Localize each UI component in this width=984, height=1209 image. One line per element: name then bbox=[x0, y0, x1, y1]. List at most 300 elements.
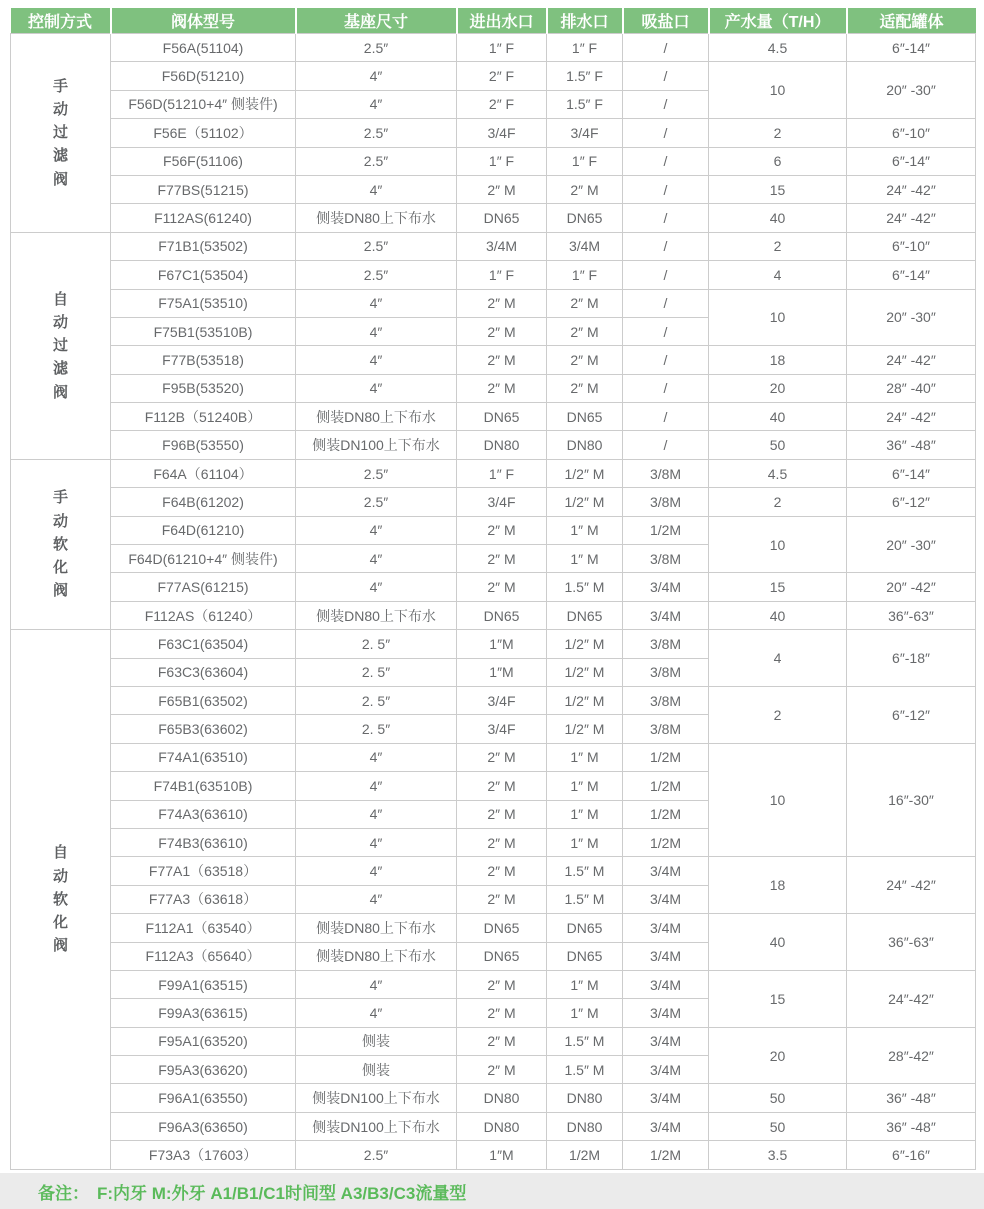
cell-base-size: 侧装DN80上下布水 bbox=[296, 914, 457, 942]
cell-brine-port: 1/2M bbox=[623, 800, 709, 828]
cell-water-output: 4 bbox=[709, 261, 847, 289]
cell-inlet-outlet: DN65 bbox=[457, 942, 547, 970]
cell-base-size: 4″ bbox=[296, 175, 457, 203]
cell-brine-port: 3/4M bbox=[623, 999, 709, 1027]
cell-drain-port: 1″ M bbox=[547, 970, 623, 998]
cell-base-size: 侧装 bbox=[296, 1056, 457, 1084]
cell-model: F74A1(63510) bbox=[111, 743, 296, 771]
cell-water-output: 40 bbox=[709, 914, 847, 971]
cell-tank-fit: 24″ -42″ bbox=[847, 175, 976, 203]
table-row bbox=[11, 573, 976, 601]
cell-inlet-outlet: 2″ M bbox=[457, 317, 547, 345]
cell-model: F74B3(63610) bbox=[111, 828, 296, 856]
cell-tank-fit: 6″-10″ bbox=[847, 119, 976, 147]
table-row bbox=[11, 119, 976, 147]
cell-model: F75A1(53510) bbox=[111, 289, 296, 317]
cell-tank-fit: 6″-14″ bbox=[847, 147, 976, 175]
group-label: 手动过滤阀 bbox=[52, 77, 68, 188]
cell-inlet-outlet: 2″ F bbox=[457, 62, 547, 90]
cell-base-size: 4″ bbox=[296, 90, 457, 118]
cell-inlet-outlet: DN65 bbox=[457, 601, 547, 629]
cell-brine-port: 1/2M bbox=[623, 828, 709, 856]
table-row bbox=[11, 261, 976, 289]
cell-brine-port: 3/8M bbox=[623, 686, 709, 714]
col-header-drain-port: 排水口 bbox=[547, 8, 623, 34]
cell-water-output: 4 bbox=[709, 630, 847, 687]
cell-model: F112B（51240B） bbox=[111, 403, 296, 431]
cell-inlet-outlet: 3/4F bbox=[457, 686, 547, 714]
table-row bbox=[11, 488, 976, 516]
cell-inlet-outlet: 2″ M bbox=[457, 772, 547, 800]
cell-base-size: 2. 5″ bbox=[296, 630, 457, 658]
cell-model: F96A3(63650) bbox=[111, 1112, 296, 1140]
cell-water-output: 10 bbox=[709, 62, 847, 119]
cell-drain-port: 1″ M bbox=[547, 999, 623, 1027]
cell-water-output: 10 bbox=[709, 516, 847, 573]
cell-model: F96B(53550) bbox=[111, 431, 296, 459]
cell-tank-fit: 28″-42″ bbox=[847, 1027, 976, 1084]
cell-model: F112A3（65640） bbox=[111, 942, 296, 970]
cell-brine-port: 1/2M bbox=[623, 516, 709, 544]
cell-drain-port: DN65 bbox=[547, 914, 623, 942]
table-row bbox=[11, 1141, 976, 1169]
cell-inlet-outlet: 1″M bbox=[457, 630, 547, 658]
table-row bbox=[11, 743, 976, 771]
cell-inlet-outlet: 2″ M bbox=[457, 828, 547, 856]
cell-model: F56A(51104) bbox=[111, 34, 296, 62]
cell-drain-port: 1″ M bbox=[547, 772, 623, 800]
cell-drain-port: 1″ M bbox=[547, 516, 623, 544]
cell-base-size: 侧装DN80上下布水 bbox=[296, 403, 457, 431]
cell-inlet-outlet: 2″ M bbox=[457, 1027, 547, 1055]
cell-water-output: 20 bbox=[709, 1027, 847, 1084]
cell-inlet-outlet: 3/4F bbox=[457, 488, 547, 516]
cell-tank-fit: 24″ -42″ bbox=[847, 204, 976, 232]
cell-drain-port: 1/2″ M bbox=[547, 459, 623, 487]
cell-base-size: 4″ bbox=[296, 62, 457, 90]
table-row bbox=[11, 970, 976, 998]
note-text: F:内牙 M:外牙 A1/B1/C1时间型 A3/B3/C3流量型 bbox=[97, 1183, 467, 1203]
col-header-inlet-outlet: 进出水口 bbox=[457, 8, 547, 34]
cell-drain-port: 1.5″ F bbox=[547, 62, 623, 90]
cell-base-size: 4″ bbox=[296, 857, 457, 885]
cell-inlet-outlet: 1″ F bbox=[457, 459, 547, 487]
cell-brine-port: 3/4M bbox=[623, 885, 709, 913]
cell-model: F64D(61210+4″ 侧装件) bbox=[111, 545, 296, 573]
cell-water-output: 10 bbox=[709, 289, 847, 346]
cell-base-size: 4″ bbox=[296, 516, 457, 544]
cell-inlet-outlet: 2″ M bbox=[457, 573, 547, 601]
cell-drain-port: 1″ M bbox=[547, 743, 623, 771]
cell-model: F63C1(63504) bbox=[111, 630, 296, 658]
cell-inlet-outlet: 2″ M bbox=[457, 800, 547, 828]
group-cell bbox=[11, 459, 111, 629]
cell-brine-port: 1/2M bbox=[623, 1141, 709, 1169]
cell-tank-fit: 20″ -30″ bbox=[847, 516, 976, 573]
col-header-valve-model: 阀体型号 bbox=[111, 8, 296, 34]
cell-tank-fit: 6″-14″ bbox=[847, 34, 976, 62]
cell-drain-port: 1″ M bbox=[547, 828, 623, 856]
cell-base-size: 2.5″ bbox=[296, 34, 457, 62]
cell-model: F77BS(51215) bbox=[111, 175, 296, 203]
cell-brine-port: 3/8M bbox=[623, 459, 709, 487]
cell-brine-port: 3/4M bbox=[623, 914, 709, 942]
cell-drain-port: DN80 bbox=[547, 1084, 623, 1112]
cell-inlet-outlet: 2″ M bbox=[457, 516, 547, 544]
cell-drain-port: 1.5″ M bbox=[547, 885, 623, 913]
cell-model: F95A1(63520) bbox=[111, 1027, 296, 1055]
cell-water-output: 2 bbox=[709, 232, 847, 260]
cell-inlet-outlet: 2″ M bbox=[457, 175, 547, 203]
cell-base-size: 4″ bbox=[296, 289, 457, 317]
cell-brine-port: 3/4M bbox=[623, 1056, 709, 1084]
table-row bbox=[11, 147, 976, 175]
cell-base-size: 侧装DN100上下布水 bbox=[296, 431, 457, 459]
cell-brine-port: 3/4M bbox=[623, 1027, 709, 1055]
table-row bbox=[11, 232, 976, 260]
cell-inlet-outlet: DN80 bbox=[457, 1084, 547, 1112]
col-header-base-size: 基座尺寸 bbox=[296, 8, 457, 34]
cell-brine-port: 3/8M bbox=[623, 658, 709, 686]
cell-brine-port: / bbox=[623, 403, 709, 431]
cell-model: F77A3（63618） bbox=[111, 885, 296, 913]
cell-brine-port: 3/8M bbox=[623, 715, 709, 743]
cell-drain-port: 2″ M bbox=[547, 346, 623, 374]
table-row bbox=[11, 1112, 976, 1140]
table-row bbox=[11, 630, 976, 658]
cell-inlet-outlet: 1″ F bbox=[457, 147, 547, 175]
cell-model: F64A（61104） bbox=[111, 459, 296, 487]
table-row bbox=[11, 374, 976, 402]
col-header-tank-fit: 适配罐体 bbox=[847, 8, 976, 34]
cell-model: F75B1(53510B) bbox=[111, 317, 296, 345]
cell-inlet-outlet: 1″ F bbox=[457, 34, 547, 62]
cell-inlet-outlet: 2″ M bbox=[457, 885, 547, 913]
table-row bbox=[11, 34, 976, 62]
cell-inlet-outlet: 3/4M bbox=[457, 232, 547, 260]
cell-inlet-outlet: 1″M bbox=[457, 1141, 547, 1169]
cell-inlet-outlet: 2″ M bbox=[457, 999, 547, 1027]
cell-tank-fit: 20″ -30″ bbox=[847, 289, 976, 346]
cell-tank-fit: 6″-12″ bbox=[847, 686, 976, 743]
cell-drain-port: 1/2M bbox=[547, 1141, 623, 1169]
cell-brine-port: / bbox=[623, 175, 709, 203]
table-row bbox=[11, 431, 976, 459]
table-row bbox=[11, 289, 976, 317]
table-row bbox=[11, 516, 976, 544]
cell-base-size: 2.5″ bbox=[296, 459, 457, 487]
cell-model: F95A3(63620) bbox=[111, 1056, 296, 1084]
cell-base-size: 2.5″ bbox=[296, 232, 457, 260]
cell-inlet-outlet: 2″ M bbox=[457, 743, 547, 771]
cell-brine-port: / bbox=[623, 119, 709, 147]
cell-model: F64B(61202) bbox=[111, 488, 296, 516]
cell-base-size: 侧装DN100上下布水 bbox=[296, 1084, 457, 1112]
cell-base-size: 侧装DN80上下布水 bbox=[296, 601, 457, 629]
cell-water-output: 40 bbox=[709, 204, 847, 232]
cell-base-size: 侧装DN80上下布水 bbox=[296, 204, 457, 232]
header-row bbox=[11, 8, 976, 34]
cell-inlet-outlet: DN80 bbox=[457, 431, 547, 459]
cell-brine-port: / bbox=[623, 34, 709, 62]
cell-inlet-outlet: 3/4F bbox=[457, 715, 547, 743]
cell-inlet-outlet: 2″ M bbox=[457, 970, 547, 998]
cell-tank-fit: 20″ -42″ bbox=[847, 573, 976, 601]
cell-water-output: 3.5 bbox=[709, 1141, 847, 1169]
cell-inlet-outlet: 2″ M bbox=[457, 545, 547, 573]
cell-tank-fit: 28″ -40″ bbox=[847, 374, 976, 402]
cell-drain-port: 2″ M bbox=[547, 317, 623, 345]
cell-brine-port: 3/8M bbox=[623, 630, 709, 658]
cell-brine-port: 3/4M bbox=[623, 601, 709, 629]
group-label: 自动软化阀 bbox=[52, 844, 68, 955]
cell-drain-port: 1/2″ M bbox=[547, 658, 623, 686]
cell-brine-port: / bbox=[623, 204, 709, 232]
cell-drain-port: 1.5″ M bbox=[547, 573, 623, 601]
group-cell bbox=[11, 232, 111, 459]
table-row bbox=[11, 914, 976, 942]
cell-water-output: 4.5 bbox=[709, 459, 847, 487]
cell-model: F74A3(63610) bbox=[111, 800, 296, 828]
cell-tank-fit: 36″ -48″ bbox=[847, 1112, 976, 1140]
cell-brine-port: / bbox=[623, 346, 709, 374]
cell-brine-port: 3/4M bbox=[623, 857, 709, 885]
cell-base-size: 4″ bbox=[296, 743, 457, 771]
cell-tank-fit: 24″-42″ bbox=[847, 970, 976, 1027]
cell-base-size: 2. 5″ bbox=[296, 686, 457, 714]
cell-model: F65B1(63502) bbox=[111, 686, 296, 714]
table-row bbox=[11, 403, 976, 431]
cell-inlet-outlet: 2″ M bbox=[457, 1056, 547, 1084]
cell-tank-fit: 20″ -30″ bbox=[847, 62, 976, 119]
cell-base-size: 2.5″ bbox=[296, 1141, 457, 1169]
cell-drain-port: 2″ M bbox=[547, 289, 623, 317]
cell-base-size: 4″ bbox=[296, 970, 457, 998]
note-bar bbox=[0, 1173, 984, 1209]
table-row bbox=[11, 601, 976, 629]
cell-brine-port: / bbox=[623, 62, 709, 90]
cell-model: F64D(61210) bbox=[111, 516, 296, 544]
cell-drain-port: DN80 bbox=[547, 1112, 623, 1140]
cell-brine-port: 1/2M bbox=[623, 743, 709, 771]
cell-model: F112AS(61240) bbox=[111, 204, 296, 232]
cell-model: F56E（51102） bbox=[111, 119, 296, 147]
cell-tank-fit: 16″-30″ bbox=[847, 743, 976, 857]
cell-water-output: 4.5 bbox=[709, 34, 847, 62]
cell-inlet-outlet: 2″ M bbox=[457, 374, 547, 402]
cell-base-size: 侧装DN80上下布水 bbox=[296, 942, 457, 970]
cell-brine-port: 3/4M bbox=[623, 1084, 709, 1112]
cell-drain-port: 1″ F bbox=[547, 261, 623, 289]
cell-model: F74B1(63510B) bbox=[111, 772, 296, 800]
cell-base-size: 4″ bbox=[296, 374, 457, 402]
cell-tank-fit: 6″-12″ bbox=[847, 488, 976, 516]
cell-drain-port: 1″ M bbox=[547, 800, 623, 828]
cell-base-size: 4″ bbox=[296, 772, 457, 800]
cell-brine-port: 3/4M bbox=[623, 573, 709, 601]
cell-water-output: 18 bbox=[709, 346, 847, 374]
cell-inlet-outlet: DN65 bbox=[457, 403, 547, 431]
cell-brine-port: 1/2M bbox=[623, 772, 709, 800]
cell-base-size: 4″ bbox=[296, 828, 457, 856]
cell-model: F67C1(53504) bbox=[111, 261, 296, 289]
cell-base-size: 2. 5″ bbox=[296, 658, 457, 686]
cell-model: F112A1（63540） bbox=[111, 914, 296, 942]
cell-drain-port: 1″ M bbox=[547, 545, 623, 573]
cell-brine-port: / bbox=[623, 289, 709, 317]
table-row bbox=[11, 204, 976, 232]
cell-model: F99A3(63615) bbox=[111, 999, 296, 1027]
cell-tank-fit: 24″ -42″ bbox=[847, 857, 976, 914]
cell-inlet-outlet: 2″ M bbox=[457, 857, 547, 885]
cell-inlet-outlet: 2″ F bbox=[457, 90, 547, 118]
group-cell bbox=[11, 630, 111, 1169]
cell-brine-port: / bbox=[623, 232, 709, 260]
cell-model: F95B(53520) bbox=[111, 374, 296, 402]
table-row bbox=[11, 62, 976, 90]
cell-drain-port: DN65 bbox=[547, 403, 623, 431]
cell-base-size: 2.5″ bbox=[296, 261, 457, 289]
table-row bbox=[11, 175, 976, 203]
cell-drain-port: 3/4F bbox=[547, 119, 623, 147]
col-header-water-output: 产水量（T/H） bbox=[709, 8, 847, 34]
cell-drain-port: 1.5″ F bbox=[547, 90, 623, 118]
cell-base-size: 2.5″ bbox=[296, 147, 457, 175]
cell-brine-port: / bbox=[623, 317, 709, 345]
cell-drain-port: 1/2″ M bbox=[547, 686, 623, 714]
cell-brine-port: / bbox=[623, 431, 709, 459]
valve-spec-table bbox=[10, 8, 976, 1170]
group-label: 自动过滤阀 bbox=[52, 290, 68, 401]
cell-water-output: 40 bbox=[709, 403, 847, 431]
cell-base-size: 侧装 bbox=[296, 1027, 457, 1055]
cell-base-size: 4″ bbox=[296, 999, 457, 1027]
cell-base-size: 4″ bbox=[296, 573, 457, 601]
cell-brine-port: 3/4M bbox=[623, 970, 709, 998]
cell-brine-port: 3/4M bbox=[623, 942, 709, 970]
cell-drain-port: 1/2″ M bbox=[547, 630, 623, 658]
cell-water-output: 50 bbox=[709, 431, 847, 459]
table-row bbox=[11, 686, 976, 714]
cell-inlet-outlet: DN65 bbox=[457, 914, 547, 942]
cell-model: F77A1（63518） bbox=[111, 857, 296, 885]
table-row bbox=[11, 857, 976, 885]
cell-water-output: 40 bbox=[709, 601, 847, 629]
cell-model: F71B1(53502) bbox=[111, 232, 296, 260]
table-row bbox=[11, 1084, 976, 1112]
cell-tank-fit: 36″-63″ bbox=[847, 601, 976, 629]
table-row bbox=[11, 459, 976, 487]
cell-drain-port: 1/2″ M bbox=[547, 488, 623, 516]
cell-tank-fit: 24″ -42″ bbox=[847, 346, 976, 374]
cell-water-output: 18 bbox=[709, 857, 847, 914]
cell-brine-port: / bbox=[623, 90, 709, 118]
cell-tank-fit: 6″-14″ bbox=[847, 261, 976, 289]
cell-inlet-outlet: 2″ M bbox=[457, 289, 547, 317]
cell-tank-fit: 6″-18″ bbox=[847, 630, 976, 687]
cell-drain-port: DN65 bbox=[547, 204, 623, 232]
cell-brine-port: / bbox=[623, 374, 709, 402]
cell-water-output: 50 bbox=[709, 1112, 847, 1140]
cell-model: F112AS（61240） bbox=[111, 601, 296, 629]
cell-water-output: 6 bbox=[709, 147, 847, 175]
cell-base-size: 2. 5″ bbox=[296, 715, 457, 743]
cell-model: F77B(53518) bbox=[111, 346, 296, 374]
cell-model: F99A1(63515) bbox=[111, 970, 296, 998]
cell-inlet-outlet: 3/4F bbox=[457, 119, 547, 147]
cell-base-size: 2.5″ bbox=[296, 488, 457, 516]
col-header-brine-port: 吸盐口 bbox=[623, 8, 709, 34]
cell-drain-port: 3/4M bbox=[547, 232, 623, 260]
cell-water-output: 20 bbox=[709, 374, 847, 402]
cell-base-size: 4″ bbox=[296, 346, 457, 374]
cell-water-output: 2 bbox=[709, 686, 847, 743]
cell-water-output: 2 bbox=[709, 488, 847, 516]
cell-drain-port: DN80 bbox=[547, 431, 623, 459]
cell-model: F73A3（17603） bbox=[111, 1141, 296, 1169]
cell-drain-port: 1.5″ M bbox=[547, 857, 623, 885]
cell-inlet-outlet: 2″ M bbox=[457, 346, 547, 374]
cell-tank-fit: 36″ -48″ bbox=[847, 1084, 976, 1112]
cell-tank-fit: 6″-10″ bbox=[847, 232, 976, 260]
cell-base-size: 4″ bbox=[296, 800, 457, 828]
cell-tank-fit: 6″-14″ bbox=[847, 459, 976, 487]
cell-drain-port: 2″ M bbox=[547, 374, 623, 402]
cell-base-size: 4″ bbox=[296, 545, 457, 573]
cell-water-output: 2 bbox=[709, 119, 847, 147]
cell-model: F56F(51106) bbox=[111, 147, 296, 175]
cell-tank-fit: 6″-16″ bbox=[847, 1141, 976, 1169]
cell-inlet-outlet: 1″M bbox=[457, 658, 547, 686]
cell-base-size: 4″ bbox=[296, 317, 457, 345]
cell-water-output: 15 bbox=[709, 970, 847, 1027]
cell-model: F96A1(63550) bbox=[111, 1084, 296, 1112]
table-row bbox=[11, 346, 976, 374]
cell-brine-port: / bbox=[623, 147, 709, 175]
cell-drain-port: 1″ F bbox=[547, 147, 623, 175]
cell-inlet-outlet: DN80 bbox=[457, 1112, 547, 1140]
cell-water-output: 50 bbox=[709, 1084, 847, 1112]
cell-water-output: 10 bbox=[709, 743, 847, 857]
cell-model: F77AS(61215) bbox=[111, 573, 296, 601]
cell-drain-port: 1/2″ M bbox=[547, 715, 623, 743]
group-label: 手动软化阀 bbox=[52, 489, 68, 600]
cell-inlet-outlet: DN65 bbox=[457, 204, 547, 232]
cell-model: F56D(51210) bbox=[111, 62, 296, 90]
cell-model: F56D(51210+4″ 侧装件) bbox=[111, 90, 296, 118]
cell-drain-port: 1.5″ M bbox=[547, 1056, 623, 1084]
table-row bbox=[11, 1027, 976, 1055]
cell-drain-port: 1.5″ M bbox=[547, 1027, 623, 1055]
cell-brine-port: 3/4M bbox=[623, 1112, 709, 1140]
cell-brine-port: 3/8M bbox=[623, 488, 709, 516]
cell-brine-port: 3/8M bbox=[623, 545, 709, 573]
cell-inlet-outlet: 1″ F bbox=[457, 261, 547, 289]
cell-water-output: 15 bbox=[709, 175, 847, 203]
cell-drain-port: DN65 bbox=[547, 601, 623, 629]
cell-drain-port: 2″ M bbox=[547, 175, 623, 203]
cell-drain-port: DN65 bbox=[547, 942, 623, 970]
cell-base-size: 4″ bbox=[296, 885, 457, 913]
cell-brine-port: / bbox=[623, 261, 709, 289]
cell-tank-fit: 36″ -48″ bbox=[847, 431, 976, 459]
cell-base-size: 2.5″ bbox=[296, 119, 457, 147]
cell-base-size: 侧装DN100上下布水 bbox=[296, 1112, 457, 1140]
cell-water-output: 15 bbox=[709, 573, 847, 601]
group-cell bbox=[11, 34, 111, 233]
cell-tank-fit: 24″ -42″ bbox=[847, 403, 976, 431]
note-label: 备注： bbox=[38, 1183, 89, 1203]
